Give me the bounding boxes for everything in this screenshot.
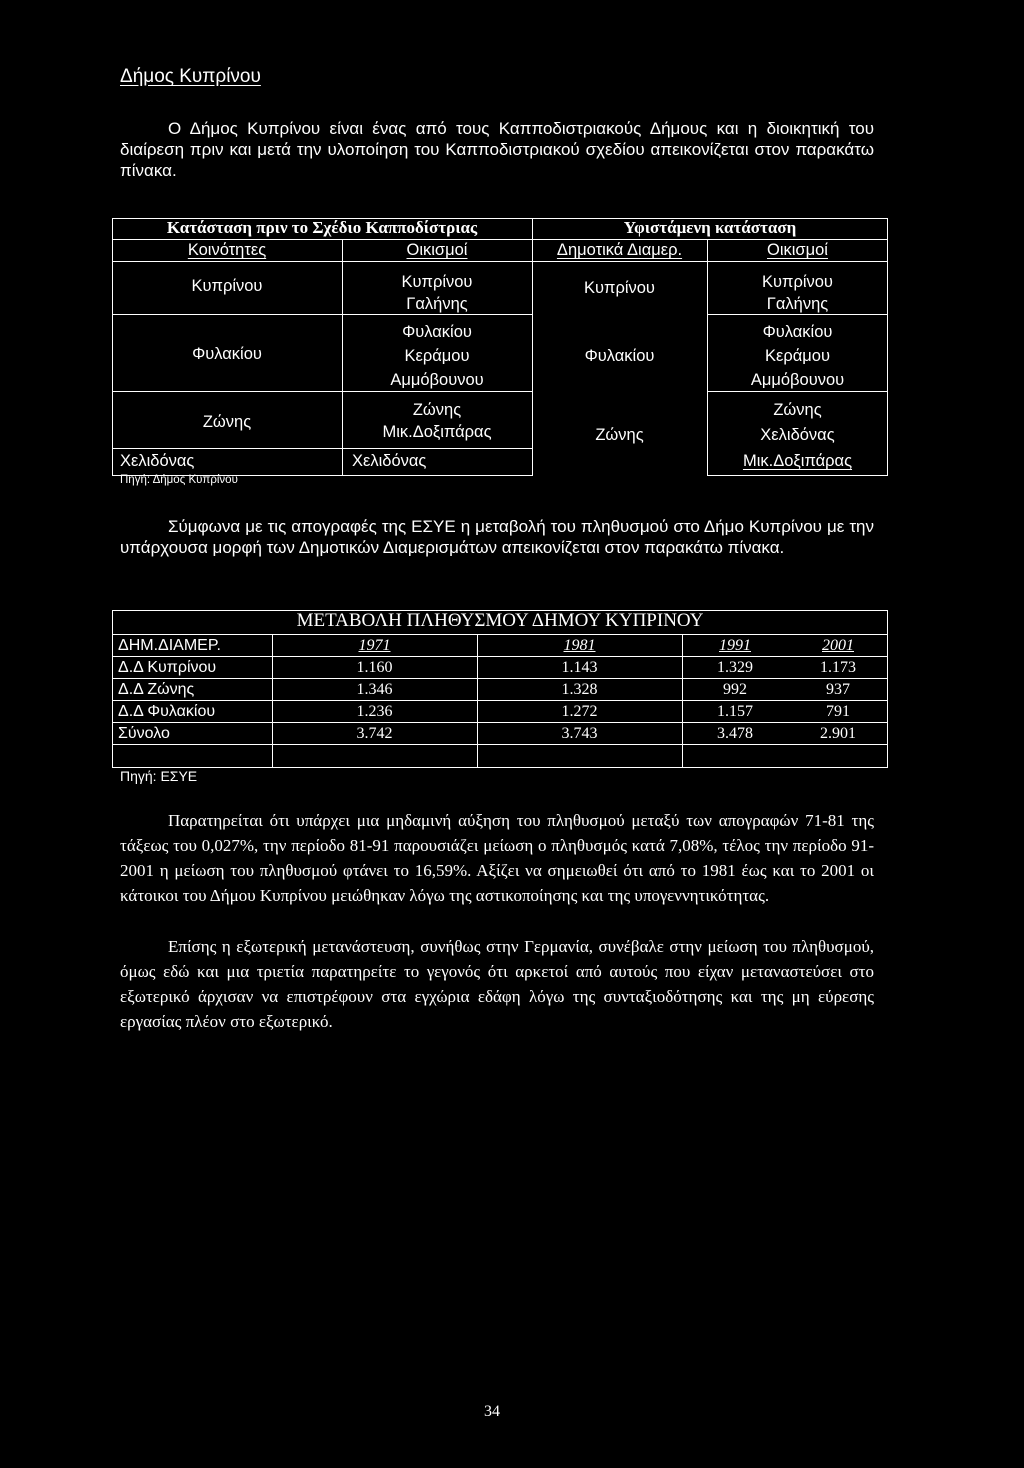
settlement-cell: Κυπρίνου [762, 273, 833, 291]
population-change-table [112, 610, 888, 770]
district-cell: Κυπρίνου [584, 279, 655, 297]
analysis-paragraph: Παρατηρείται ότι υπάρχει μια μηδαμινή αύξηση του πληθυσμού μεταξύ των απογραφών 71-81 της τάξεως του 0,027%, την περίοδο 81-91 παρουσιάζει μείωση ο πληθυσμός κατά 7,08%, τέλος την περίοδο 91-2001 η μείωση του πληθυσμού φτάνει το 16,59%. Αξίζει να σημειωθεί ότι από το 1981 έως και το 2001 οι κάτοικοι του Δήμου Κυπρίνου μειώθηκαν λόγω της αστικοποίησης και της υπογεννητικότητας. [120, 811, 874, 905]
table2-title: ΜΕΤΑΒΟΛΗ ΠΛΗΘΥΣΜΟΥ ΔΗΜΟΥ ΚΥΠΡΙΝΟΥ [296, 610, 704, 631]
population-value: 791 [826, 703, 850, 720]
district-name: Δ.Δ Ζώνης [118, 681, 195, 698]
year-2001: 2001 [822, 637, 854, 654]
population-value: 1.328 [561, 681, 598, 698]
page-number: 34 [484, 1403, 500, 1420]
section-title: Δήμος Κυπρίνου [120, 66, 261, 87]
settlement-cell: Φυλακίου [762, 323, 833, 341]
population-value: 1.143 [561, 659, 598, 676]
settlement-cell: Φυλακίου [402, 323, 472, 341]
population-value: 1.236 [356, 703, 393, 720]
settlement-cell: Κεράμου [765, 347, 830, 365]
table2-source: Πηγή: ΕΣΥΕ [120, 768, 198, 784]
community-cell: Ζώνης [202, 413, 252, 431]
population-value: 1.272 [561, 703, 598, 720]
district-name: Δ.Δ Φυλακίου [118, 703, 216, 720]
year-1991: 1991 [719, 637, 751, 654]
population-value: 937 [826, 681, 850, 698]
total-value: 3.478 [717, 725, 753, 742]
population-value: 1.157 [717, 703, 753, 720]
table1-header-before: Κατάσταση πριν το Σχέδιο Καπποδίστριας [166, 218, 478, 237]
col-settlements-before: Οικισμοί [406, 241, 468, 259]
settlement-cell: Ζώνης [412, 401, 462, 419]
settlement-cell: Γαλήνης [406, 295, 468, 313]
population-value: 992 [723, 681, 747, 698]
year-1971: 1971 [358, 637, 391, 654]
settlement-cell: Κεράμου [404, 347, 470, 365]
total-value: 2.901 [820, 725, 856, 742]
intro-paragraph: Ο Δήμος Κυπρίνου είναι ένας από τους Καπποδιστριακούς Δήμους και η διοικητική του διαίρεση πριν και μετά την υλοποίηση του Καπποδιστριακού σχεδίου απεικονίζεται στον παρακάτω πίνακα. [120, 119, 874, 180]
municipal-structure-table [112, 218, 888, 476]
settlement-cell: Αμμόβουνου [750, 371, 845, 389]
district-name: Δ.Δ Κυπρίνου [118, 659, 217, 676]
population-value: 1.329 [717, 659, 753, 676]
settlement-cell: Αμμόβουνου [390, 371, 484, 389]
settlement-cell: Μικ.Δοξιπάρας [382, 423, 492, 441]
total-value: 3.742 [356, 725, 393, 742]
col-settlements-current: Οικισμοί [767, 241, 828, 259]
census-paragraph: Σύμφωνα με τις απογραφές της ΕΣΥΕ η μεταβολή του πληθυσμού στο Δήμο Κυπρίνου με την υπάρχουσα μορφή των Δημοτικών Διαμερισμάτων απεικονίζεται στον παρακάτω πίνακα. [120, 517, 874, 557]
settlement-cell: Ζώνης [773, 401, 822, 419]
district-cell: Φυλακίου [584, 347, 655, 365]
col-communities: Κοινότητες [187, 241, 267, 259]
table1-source: Πηγή: Δήμος Κυπρίνου [120, 474, 238, 486]
population-value: 1.173 [820, 659, 856, 676]
settlement-cell: Χελιδόνας [760, 426, 835, 444]
population-value: 1.160 [356, 659, 393, 676]
settlement-cell: Κυπρίνου [401, 273, 473, 291]
population-value: 1.346 [356, 681, 393, 698]
table1-header-current: Υφιστάμενη κατάσταση [623, 218, 797, 237]
community-cell: Χελιδόνας [120, 452, 195, 470]
col-municipal-districts: Δημοτικά Διαμερ. [556, 241, 683, 259]
district-cell: Ζώνης [595, 426, 644, 444]
year-1981: 1981 [563, 637, 596, 654]
migration-paragraph: Επίσης η εξωτερική μετανάστευση, συνήθως στην Γερμανία, συνέβαλε στην μείωση του πληθυσμού, όμως εδώ και μια τριετία παρατηρείτε το γεγονός ότι αρκετοί από αυτούς που είχαν μεταναστεύσει στο εξωτερικό άρχισαν να επιστρέφουν στα εγχώρια εδάφη λόγω της συνταξιοδότησης και της μη εύρεσης εργασίας πλέον στο εξωτερικό. [120, 937, 874, 1031]
community-cell: Κυπρίνου [191, 277, 263, 295]
settlement-cell: Μικ.Δοξιπάρας [742, 452, 853, 470]
settlement-cell: Χελιδόνας [352, 452, 427, 470]
col-district: ΔΗΜ.ΔΙΑΜΕΡ. [118, 637, 221, 654]
total-value: 3.743 [561, 725, 598, 742]
total-label: Σύνολο [118, 725, 170, 742]
community-cell: Φυλακίου [192, 345, 262, 363]
settlement-cell: Γαλήνης [766, 295, 829, 313]
